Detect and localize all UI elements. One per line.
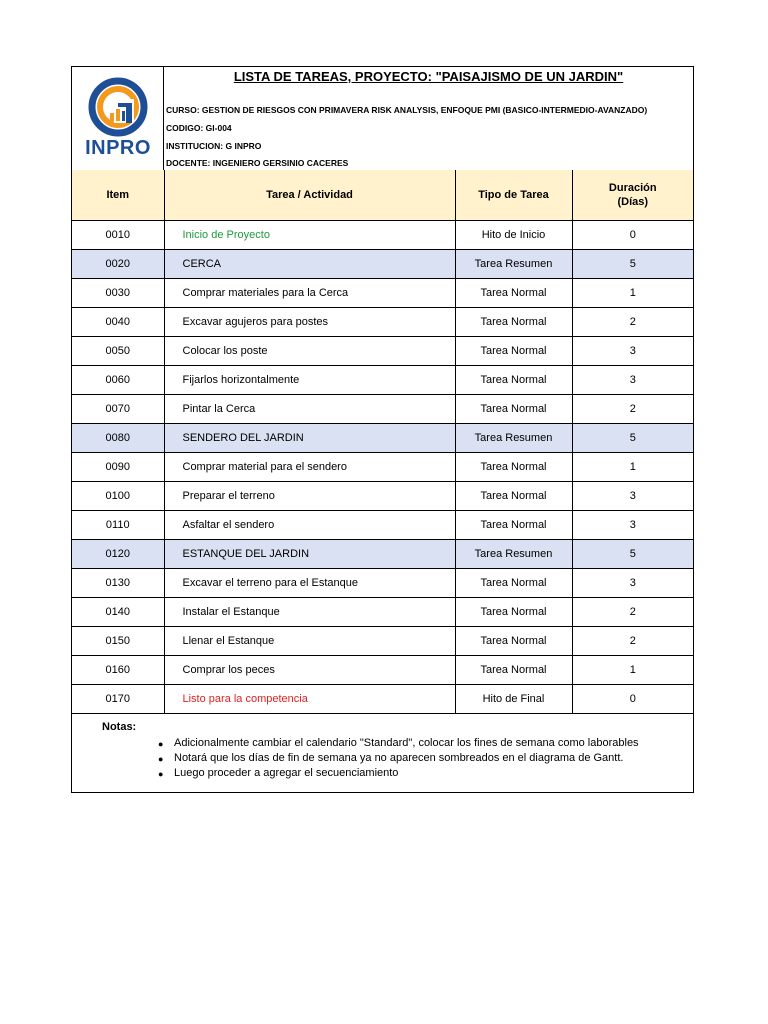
note-item: Adicionalmente cambiar el calendario "Standard", colocar los fines de semana como laborables (174, 737, 639, 749)
type-cell: Tarea Normal (455, 366, 572, 395)
item-cell: 0020 (72, 250, 164, 279)
table-row (72, 685, 693, 714)
item-cell: 0130 (72, 569, 164, 598)
duration-cell: 2 (572, 308, 693, 337)
item-cell: 0090 (72, 453, 164, 482)
duration-cell: 5 (572, 250, 693, 279)
item-cell: 0080 (72, 424, 164, 453)
task-cell: Llenar el Estanque (164, 627, 455, 656)
teacher-line: DOCENTE: INGENIERO GERSINIO CACERES (166, 158, 349, 168)
type-cell: Hito de Final (455, 685, 572, 714)
duration-cell: 5 (572, 540, 693, 569)
duration-cell: 1 (572, 279, 693, 308)
duration-cell: 0 (572, 685, 693, 714)
type-cell: Tarea Resumen (455, 424, 572, 453)
duration-cell: 0 (572, 221, 693, 250)
duration-label: Duración (608, 182, 657, 194)
task-cell: SENDERO DEL JARDIN (164, 424, 455, 453)
task-cell: Preparar el terreno (164, 482, 455, 511)
item-cell: 0110 (72, 511, 164, 540)
task-cell: Comprar materiales para la Cerca (164, 279, 455, 308)
table-row (72, 453, 693, 482)
task-cell: Colocar los poste (164, 337, 455, 366)
task-cell: Instalar el Estanque (164, 598, 455, 627)
table-row (72, 424, 693, 453)
table-row (72, 569, 693, 598)
type-cell: Tarea Normal (455, 337, 572, 366)
note-item: Luego proceder a agregar el secuenciamiento (174, 767, 399, 779)
table-row (72, 395, 693, 424)
inpro-logo (72, 67, 164, 170)
note-item: Notará que los días de fin de semana ya no aparecen sombreados en el diagrama de Gantt. (174, 752, 624, 764)
duration-cell: 3 (572, 366, 693, 395)
task-cell: CERCA (164, 250, 455, 279)
type-cell: Tarea Normal (455, 598, 572, 627)
type-cell: Tarea Normal (455, 453, 572, 482)
task-cell: Asfaltar el sendero (164, 511, 455, 540)
bullet-icon: ● (158, 769, 164, 779)
logo-text: INPRO (85, 137, 151, 159)
col-header-task: Tarea / Actividad (164, 170, 455, 221)
duration-cell: 3 (572, 569, 693, 598)
item-cell: 0160 (72, 656, 164, 685)
type-cell: Tarea Normal (455, 395, 572, 424)
task-cell: Excavar el terreno para el Estanque (164, 569, 455, 598)
table-row (72, 308, 693, 337)
task-cell: Pintar la Cerca (164, 395, 455, 424)
task-cell: Excavar agujeros para postes (164, 308, 455, 337)
table-header-row (72, 170, 693, 221)
document-title: LISTA DE TAREAS, PROYECTO: "PAISAJISMO DE UN JARDIN" (233, 69, 624, 84)
item-cell: 0060 (72, 366, 164, 395)
item-cell: 0170 (72, 685, 164, 714)
type-cell: Tarea Normal (455, 569, 572, 598)
table-row (72, 482, 693, 511)
type-cell: Tarea Normal (455, 308, 572, 337)
table-row (72, 627, 693, 656)
item-cell: 0050 (72, 337, 164, 366)
table-row (72, 337, 693, 366)
table-row (72, 540, 693, 569)
task-cell: Comprar material para el sendero (164, 453, 455, 482)
duration-cell: 3 (572, 337, 693, 366)
task-cell: Fijarlos horizontalmente (164, 366, 455, 395)
table-row (72, 511, 693, 540)
task-cell: Listo para la competencia (164, 685, 455, 714)
item-cell: 0040 (72, 308, 164, 337)
duration-cell: 1 (572, 656, 693, 685)
task-cell: ESTANQUE DEL JARDIN (164, 540, 455, 569)
col-header-duration (572, 170, 693, 221)
type-cell: Tarea Normal (455, 279, 572, 308)
duration-cell: 2 (572, 598, 693, 627)
table-row (72, 250, 693, 279)
g-logo-icon (78, 77, 158, 139)
type-cell: Hito de Inicio (455, 221, 572, 250)
item-cell: 0100 (72, 482, 164, 511)
duration-cell: 1 (572, 453, 693, 482)
bullet-icon: ● (158, 754, 164, 764)
sheet-header (72, 67, 693, 171)
duration-cell: 3 (572, 511, 693, 540)
bullet-icon: ● (158, 739, 164, 749)
type-cell: Tarea Resumen (455, 540, 572, 569)
course-line: CURSO: GESTION DE RIESGOS CON PRIMAVERA RISK ANALYSIS, ENFOQUE PMI (BASICO-INTERMEDIO-AVANZADO) (166, 105, 648, 115)
duration-cell: 2 (572, 395, 693, 424)
duration-unit: (Días) (617, 196, 649, 208)
table-row (72, 366, 693, 395)
task-cell: Inicio de Proyecto (164, 221, 455, 250)
task-table (72, 170, 693, 714)
duration-cell: 3 (572, 482, 693, 511)
item-cell: 0150 (72, 627, 164, 656)
type-cell: Tarea Normal (455, 656, 572, 685)
type-cell: Tarea Normal (455, 627, 572, 656)
table-row (72, 221, 693, 250)
code-line: CODIGO: GI-004 (166, 123, 232, 133)
duration-cell: 2 (572, 627, 693, 656)
institution-line: INSTITUCION: G INPRO (166, 141, 262, 151)
table-row (72, 279, 693, 308)
type-cell: Tarea Resumen (455, 250, 572, 279)
col-header-type: Tipo de Tarea (455, 170, 572, 221)
notes-title: Notas: (102, 721, 137, 733)
table-row (72, 598, 693, 627)
duration-cell: 5 (572, 424, 693, 453)
table-row (72, 656, 693, 685)
type-cell: Tarea Normal (455, 482, 572, 511)
item-cell: 0140 (72, 598, 164, 627)
task-cell: Comprar los peces (164, 656, 455, 685)
notes-section (72, 716, 693, 792)
item-cell: 0010 (72, 221, 164, 250)
type-cell: Tarea Normal (455, 511, 572, 540)
task-list-sheet (71, 66, 694, 793)
item-cell: 0120 (72, 540, 164, 569)
item-cell: 0030 (72, 279, 164, 308)
col-header-item: Item (72, 170, 164, 221)
item-cell: 0070 (72, 395, 164, 424)
